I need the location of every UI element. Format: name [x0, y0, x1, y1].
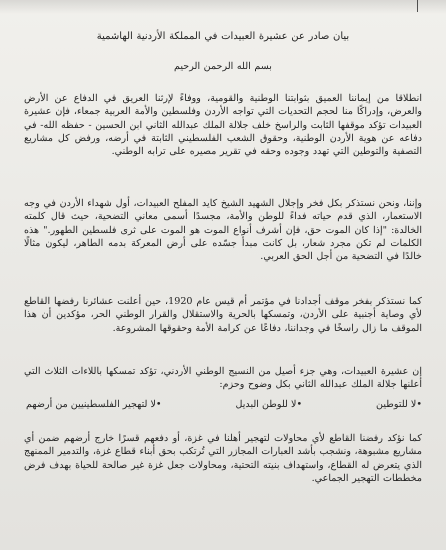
demand-no-alternative-homeland: •لا للوطن البديل	[235, 399, 303, 410]
page-shadow	[0, 0, 446, 14]
paragraph-gaza: كما نؤكد رفضنا القاطع لأي محاولات لتهجير أهلنا في غزة، أو دفعهم قسرًا خارج أرضهم ضمن أي مشاريع مشبوهة، ونشجب بأشد العبارات المجازر التي تُرتكب بحق أبناء قطاع غزة، والتدمير الممنهج الذي يتعرض له القطاع، واستهداف بنيته التحتية، ومحاولات جعل غزة غير صالحة للحياة بهدف فرض مخططات التهجير الجماعي.	[24, 433, 422, 484]
paragraph-three-nos: إن عشيرة العبيدات، وهي جزء أصيل من النسيج الوطني الأردني، تؤكد تمسكها باللاءات الثلاث التي أعلنها جلالة الملك عبدالله الثاني بكل وضوح وحزم:	[24, 366, 422, 391]
demand-no-displacement: •لا لتهجير الفلسطينيين من أرضهم	[26, 399, 162, 410]
demand-no-settlement: •لا للتوطين	[376, 399, 422, 410]
basmala: بسم الله الرحمن الرحيم	[174, 61, 272, 72]
paragraph-conference: كما نستذكر بفخر موقف أجدادنا في مؤتمر أم قيس عام 1920، حين أعلنت عشائرنا رفضها القاطع لأي وصاية أجنبية على الأردن، وتمسكها بالحرية والاستقلال والقرار الوطني الحر، مؤكدين أن هذا الموقف ما زال راسخًا في وجداننا، دفاعًا عن كرامة الأمة وحقوقها المشروعة.	[24, 296, 422, 334]
statement-heading: بيان صادر عن عشيرة العبيدات في المملكة الأردنية الهاشمية	[96, 31, 350, 42]
pen-mark	[417, 0, 418, 12]
paragraph-loyalty: انطلاقا من إيماننا العميق بثوابتنا الوطنية والقومية، ووفاءً لإرثنا العريق في الدفاع عن الأرض والعرض، وإدراكًا منا لحجم التحديات التي تواجه الأردن وفلسطين والأمة العربية جمعاء، فإن عشيرة العبيدات تؤكد موقفها الثابت والراسخ خلف جلالة الملك عبدالله الثاني ابن الحسين - حفظه الله- في دفاعه عن هوية الأردن الوطنية، وحقوق الشعب الفلسطيني الثابتة في أرضه، ورفض كل مشاريع التصفية والتوطين التي تهدد وجوده وحقه في تقرير مصيره على ترابه الوطني.	[24, 93, 422, 158]
paragraph-martyr: وإننا، ونحن نستذكر بكل فخر وإجلال الشهيد الشيخ كايد المفلح العبيدات، أول شهداء الأردن في وجه الاستعمار، الذي قدم حياته فداءً للوطن والأمة، مجسدًا أسمى معاني التضحية، حيث قال كلمته الخالدة: "إذا كان الموت حق، فإن أشرف أنواع الموت هو الموت على ثرى فلسطين الطهور." هذه الكلمات لم تكن مجرد شعار، بل كانت مبدأ جسّده على أرض المعركة بدمه الطاهر، ليكون مثالًا خالدًا في التضحية من أجل الحق العربي.	[24, 198, 422, 263]
three-nos-list	[26, 399, 422, 410]
